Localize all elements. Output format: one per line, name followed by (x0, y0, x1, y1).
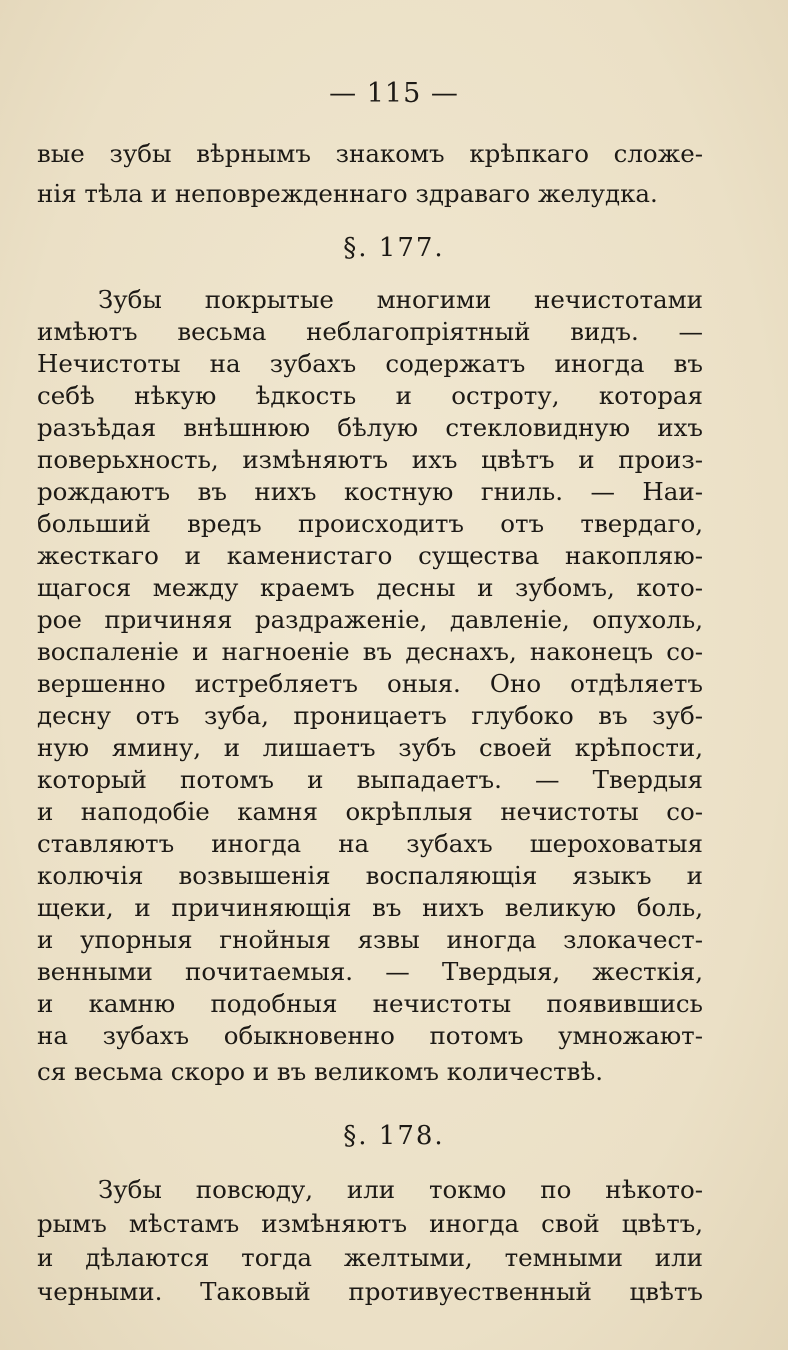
text-line: который потомъ и выпадаетъ. — Твердыя (37, 765, 703, 794)
text-line: поверьхность, измѣняютъ ихъ цвѣтъ и произ- (37, 445, 703, 474)
text-line: ставляютъ иногда на зубахъ шероховатыя (37, 829, 703, 858)
text-line: рымъ мѣстамъ измѣняютъ иногда свой цвѣтъ, (37, 1209, 703, 1238)
page-number: — 115 — (329, 78, 459, 109)
text-line: больший вредъ происходитъ отъ твердаго, (37, 509, 703, 538)
text-line: жесткаго и каменистаго существа накопляю- (37, 541, 703, 570)
text-line: рождаютъ въ нихъ костную гниль. — Наи- (37, 477, 703, 506)
text-line: разъѣдая внѣшнюю бѣлую стекловидную ихъ (37, 413, 703, 442)
text-line: себѣ нѣкую ѣдкость и остроту, которая (37, 381, 703, 410)
section-heading-178: §. 178. (343, 1121, 445, 1151)
text-line: имѣютъ весьма неблагопріятный видъ. — (37, 317, 703, 346)
section-heading-177: §. 177. (343, 233, 445, 263)
text-line: колючія возвышенія воспаляющія языкъ и (37, 861, 703, 890)
text-line: ную ямину, и лишаетъ зубъ своей крѣпости, (37, 733, 703, 762)
text-line: Нечистоты на зубахъ содержатъ иногда въ (37, 349, 703, 378)
text-line: и наподобіе камня окрѣплыя нечистоты со- (37, 797, 703, 826)
text-line: и дѣлаются тогда желтыми, темными или (37, 1243, 703, 1272)
text-line: и камню подобныя нечистоты появившись (37, 989, 703, 1018)
text-line: щагося между краемъ десны и зубомъ, кото- (37, 573, 703, 602)
text-line: венными почитаемыя. — Твердыя, жесткія, (37, 957, 703, 986)
text-line: на зубахъ обыкновенно потомъ умножают- (37, 1021, 703, 1050)
text-line: и упорныя гнойныя язвы иногда злокачест- (37, 925, 703, 954)
text-line: вершенно истребляетъ оныя. Оно отдѣляетъ (37, 669, 703, 698)
text-line: ся весьма скоро и въ великомъ количествѣ. (37, 1057, 604, 1086)
text-line: вые зубы вѣрнымъ знакомъ крѣпкаго сложе- (37, 139, 703, 168)
text-line: десну отъ зуба, проницаетъ глубоко въ зуб- (37, 701, 703, 730)
text-line: щеки, и причиняющія въ нихъ великую боль, (37, 893, 703, 922)
text-line: воспаленіе и нагноеніе въ деснахъ, наконецъ со- (37, 637, 703, 666)
text-line: Зубы покрытые многими нечистотами (98, 285, 703, 314)
text-line: рое причиняя раздраженіе, давленіе, опухоль, (37, 605, 703, 634)
text-line: черными. Таковый противуественный цвѣтъ (37, 1277, 703, 1306)
text-line: Зубы повсюду, или токмо по нѣкото- (98, 1175, 703, 1204)
text-line: нія тѣла и неповрежденнаго здраваго желудка. (37, 179, 658, 208)
